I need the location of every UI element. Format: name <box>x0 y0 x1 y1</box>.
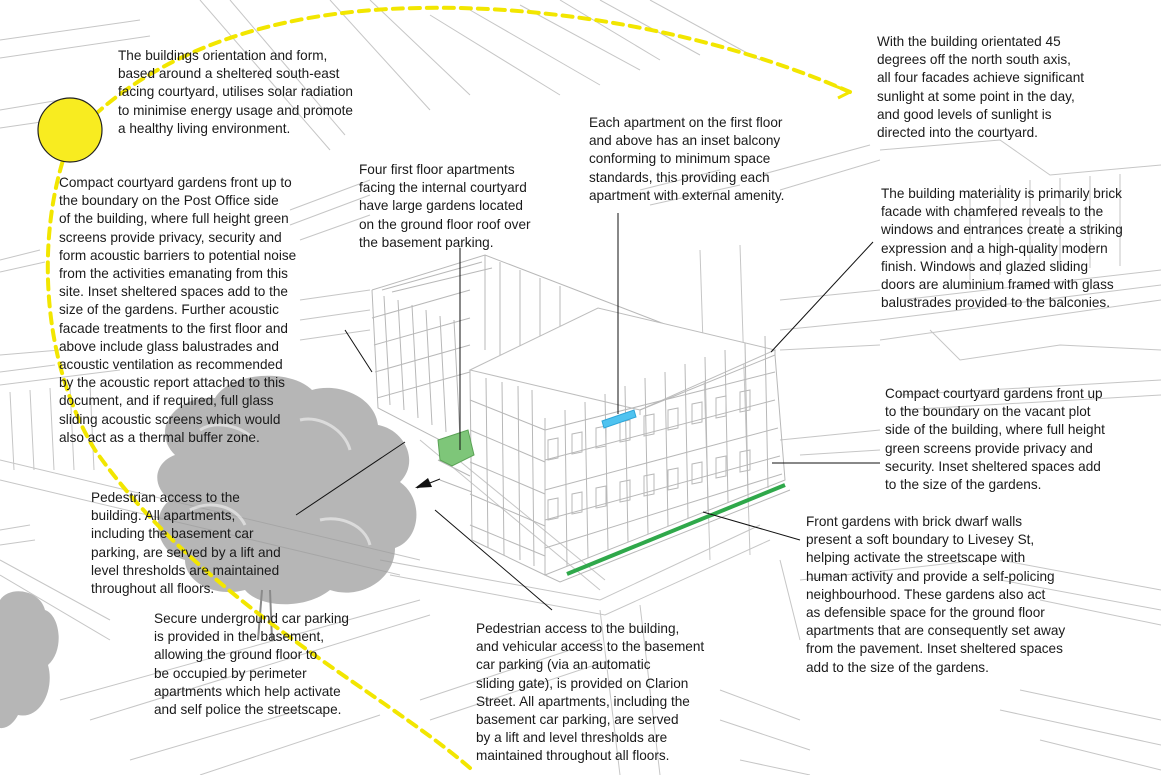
annotation-front-gardens: Front gardens with brick dwarf walls present a soft boundary to Livesey St, helping activate the streetscape with human activity and provide a self-policing neighbourhood. These gardens also act as defensible space for the ground floor apartments that are consequently set away from the pavement. Inset sheltered spaces add to the size of the gardens. <box>806 514 1066 675</box>
apartment-building <box>372 255 790 582</box>
annotation-courtyard-vacant-plot: Compact courtyard gardens front up to the boundary on the vacant plot side of the building, where full height green screens provide privacy and security. Inset sheltered spaces add to the size of the gardens. <box>885 386 1105 493</box>
annotation-courtyard-post-office: Compact courtyard gardens front up to the boundary on the Post Office side of the building, where full height green screens provide privacy, security and form acoustic barriers to potential noise from the activities emanating from this site. Inset sheltered spaces add to the size of the gardens. Further acoustic facade treatments to the first floor and above include glass balustrades and acoustic ventilation as recommended by the acoustic report attached to this document, and if required, full glass sliding acoustic screens which would also act as a thermal buffer zone. <box>59 175 297 445</box>
annotation-inset-balcony: Each apartment on the first floor and above has an inset balcony conforming to minimum space standards, this providing each apartment with external amenity. <box>589 115 785 203</box>
arrow-head <box>415 478 432 488</box>
balcony-highlight <box>602 410 636 428</box>
annotation-materiality: The building materiality is primarily brick facade with chamfered reveals to the windows and entrances create a striking expression and a high-quality modern finish. Windows and glazed sliding doors are aluminium framed with glass balustrades provided to the balconies. <box>881 186 1123 311</box>
annotation-first-floor-gardens: Four first floor apartments facing the internal courtyard have large gardens located on the ground floor roof over the basement parking. <box>359 162 531 250</box>
sun-icon <box>38 98 102 162</box>
courtyard-garden <box>438 430 474 466</box>
front-garden-wall <box>567 485 785 574</box>
annotation-pedestrian-access-lift: Pedestrian access to the building. All apartments, including the basement car parking, are served by a lift and level thresholds are maintained throughout all floors. <box>91 490 281 597</box>
annotation-clarion-street-access: Pedestrian access to the building, and vehicular access to the basement car parking (via an automatic sliding gate), is provided on Clarion Street. All apartments, including the basement car parking, are served by a lift and level thresholds are maintained throughout all floors. <box>476 621 705 764</box>
annotation-orientation-45: With the building orientated 45 degrees off the north south axis, all four facades achieve significant sunlight at some point in the day, and good levels of sunlight is directed into the courtyard. <box>877 34 1085 141</box>
annotation-underground-parking: Secure underground car parking is provided in the basement, allowing the ground floor to be occupied by perimeter apartments which help activate and self police the streetscape. <box>154 611 349 718</box>
annotation-orientation-form: The buildings orientation and form, based around a sheltered south-east facing courtyard, utilises solar radiation to minimise energy usage and promote a healthy living environment. <box>118 48 353 136</box>
